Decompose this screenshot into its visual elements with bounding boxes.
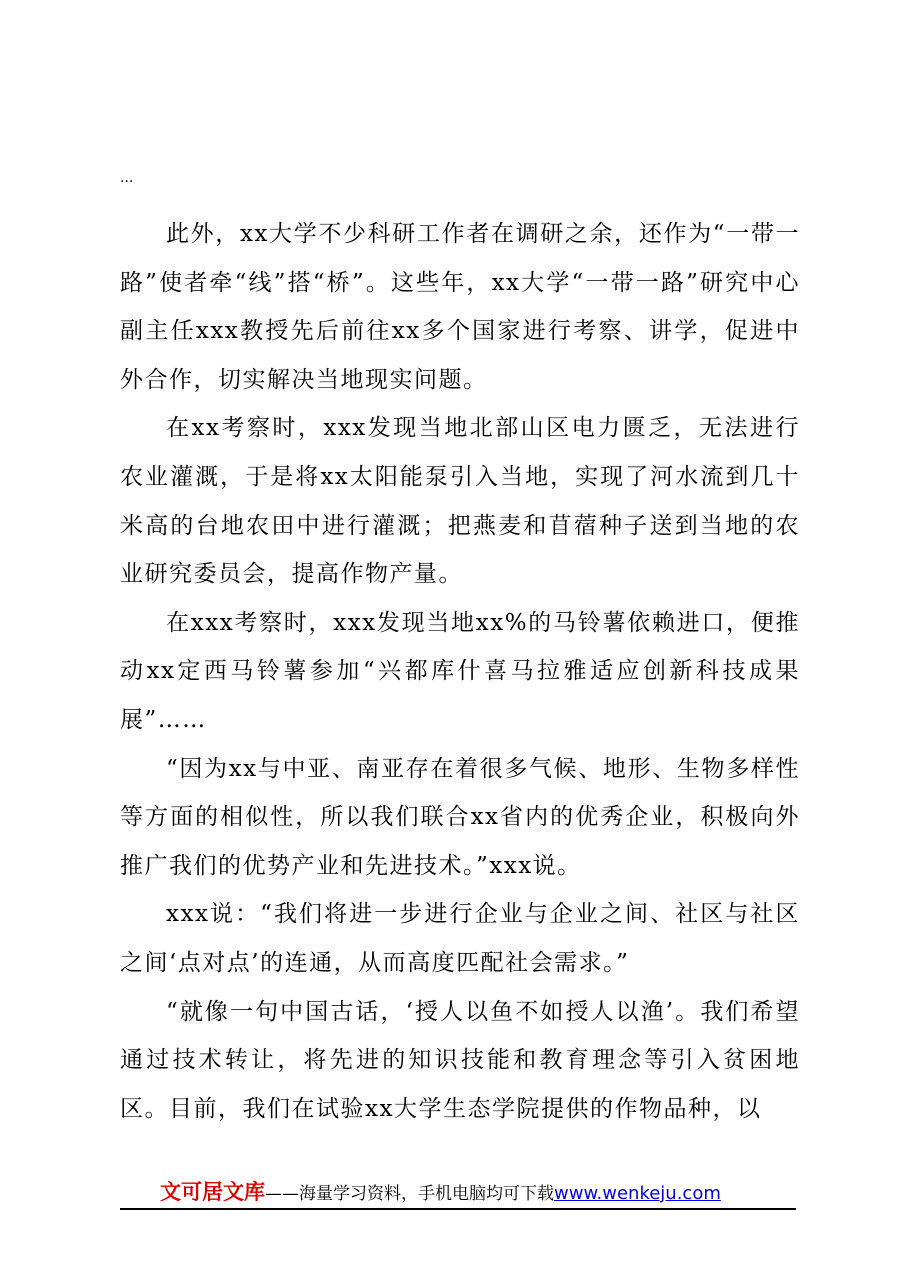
footer-website-link[interactable]: www.wenkeju.com xyxy=(554,1183,721,1204)
paragraph: 在xxx考察时，xxx发现当地xx%的马铃薯依赖进口，便推动xx定西马铃薯参加“兴都库什喜马拉雅适应创新科技成果展”…… xyxy=(120,609,800,733)
footer-tagline: ——海量学习资料，手机电脑均可下载 xyxy=(265,1184,554,1204)
paragraph: “因为xx与中亚、南亚存在着很多气候、地形、生物多样性等方面的相似性，所以我们联合xx省内的优秀企业，积极向外推广我们的优势产业和先进技术。”xxx说。 xyxy=(120,755,800,879)
footer-brand: 文可居文库 xyxy=(160,1180,265,1204)
paragraph: “就像一句中国古话，‘授人以鱼不如授人以渔’。我们希望通过技术转让，将先进的知识技能和教育理念等引入贫困地区。目前，我们在试验xx大学生态学院提供的作物品种，以 xyxy=(120,998,800,1122)
document-body xyxy=(120,210,800,1133)
paragraph: 在xx考察时，xxx发现当地北部山区电力匮乏，无法进行农业灌溉，于是将xx太阳能泵引入当地，实现了河水流到几十米高的台地农田中进行灌溉；把燕麦和苜蓿种子送到当地的农业研究委员会，提高作物产量。 xyxy=(120,415,800,588)
paragraph: 此外，xx大学不少科研工作者在调研之余，还作为“一带一路”使者牵“线”搭“桥”。这些年，xx大学“一带一路”研究中心副主任xxx教授先后前往xx多个国家进行考察、讲学，促进中外合作，切实解决当地现实问题。 xyxy=(120,221,800,393)
top-ellipsis: ... xyxy=(120,170,134,186)
footer-banner xyxy=(160,1180,721,1206)
paragraph: xxx说：“我们将进一步进行企业与企业之间、社区与社区之间‘点对点’的连通，从而高度匹配社会需求。” xyxy=(120,901,800,976)
footer-divider xyxy=(120,1208,796,1210)
